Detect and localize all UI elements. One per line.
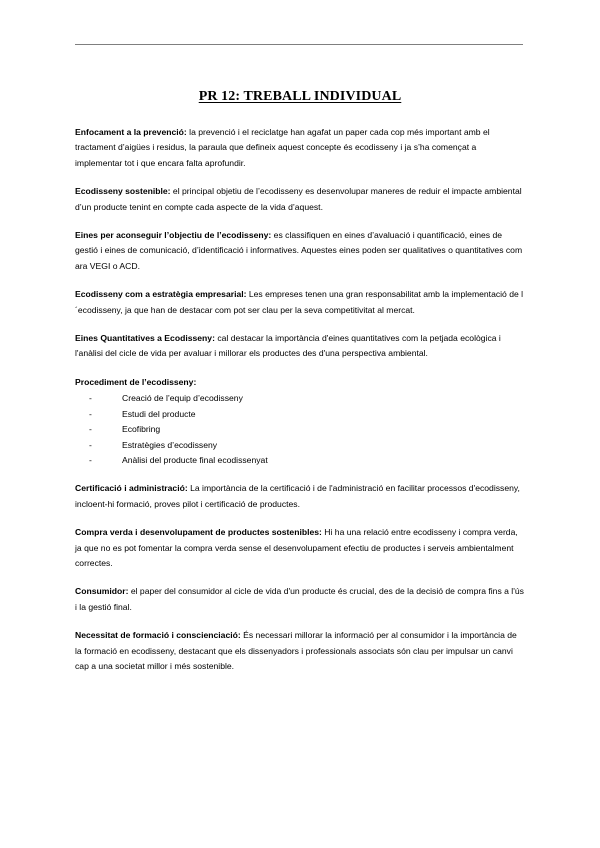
section-text: el principal objetiu de l’ecodisseny es desenvolupar maneres de reduir el impacte ambiental d’un producte tenint en compte cada aspecte de la vida d’aquest. [75,186,522,212]
section-prevencio [75,125,525,171]
list-item-text: Anàlisi del producte final ecodissenyat [122,454,268,465]
section-estrategia-empresarial [75,287,525,318]
header-rule [75,44,523,45]
section-text: el paper del consumidor al cicle de vida d'un producte és crucial, des de la decisió de compra fins a l'ús i la gestió final. [75,586,524,612]
section-text: la prevenció i el reciclatge han agafat un paper cada cop més important amb el tractament d’aigües i residus, la paraula que defineix aquest concepte és ecodisseny i ja s’ha començat a implementar tot i que encara falta aprofundir. [75,127,490,168]
procedure-heading: Procediment de l’ecodisseny: [75,376,197,387]
section-heading: Enfocament a la prevenció: [75,127,187,137]
section-certificacio [75,481,525,512]
section-eines [75,228,525,274]
section-heading: Consumidor: [75,586,129,597]
section-eines-quantitatives [75,331,525,362]
section-text: Les empreses tenen una gran responsabilitat amb la implementació de l´ecodisseny, ja que han de destacar com pot ser clau per la seva competitivitat al mercat. [75,289,524,315]
section-heading: Eines per aconseguir l’objectiu de l’ecodisseny: [75,230,272,241]
document-body [75,125,525,687]
list-item [89,422,525,437]
section-text: És necessari millorar la informació per al consumidor i la importància de la formació en ecodisseny, destacant que els dissenyadors i professionals associats són clau per impulsar un canvi cap a una societat millor i més sostenible. [75,630,517,671]
section-text: La importància de la certificació i de l'administració en facilitar processos d'ecodisseny, incloent-hi formació, proves pilot i certificació de productes. [75,483,520,509]
section-heading: Compra verda i desenvolupament de productes sostenibles: [75,527,322,538]
list-item [89,438,525,453]
section-consumidor [75,584,525,615]
dash-bullet: - [89,439,92,450]
section-heading: Eines Quantitatives a Ecodisseny: [75,333,215,344]
page-title: PR 12: TREBALL INDIVIDUAL [198,89,402,104]
section-formacio [75,628,525,674]
list-item [89,453,525,468]
list-item [89,407,525,422]
dash-bullet: - [89,454,92,465]
section-text: es classifiquen en eines d’avaluació i quantificació, eines de gestió i eines de comunicació, d’identificació i informatives. Aquestes eines poden ser qualitatives o quantitatives com ara VEGI o ACD. [75,230,523,271]
section-heading: Certificació i administració: [75,483,188,494]
section-compra-verda [75,525,525,571]
section-heading: Necessitat de formació i conscienciació: [75,630,241,641]
list-item-text: Estudi del producte [122,408,196,419]
procedure-list [75,391,525,468]
list-item-text: Creació de l’equip d’ecodisseny [122,393,243,404]
section-heading: Ecodisseny com a estratègia empresarial: [75,289,247,300]
list-item-text: Estratègies d’ecodisseny [122,439,218,450]
dash-bullet: - [89,393,92,404]
section-text: Hi ha una relació entre ecodisseny i compra verda, ja que no es pot fomentar la compra verda sense el desenvolupament efectiu de productes i serveis ambientalment correctes. [75,527,518,568]
section-ecodisseny-sostenible [75,184,525,215]
dash-bullet: - [89,424,92,435]
section-text: cal destacar la importància d'eines quantitatives com la petjada ecològica i l'anàlisi del cicle de vida per avaluar i millorar els productes des d'una perspectiva ambiental. [75,333,501,359]
list-item [89,391,525,406]
section-heading: Ecodisseny sostenible: [75,186,171,197]
list-item-text: Ecofibring [122,424,161,435]
dash-bullet: - [89,408,92,419]
